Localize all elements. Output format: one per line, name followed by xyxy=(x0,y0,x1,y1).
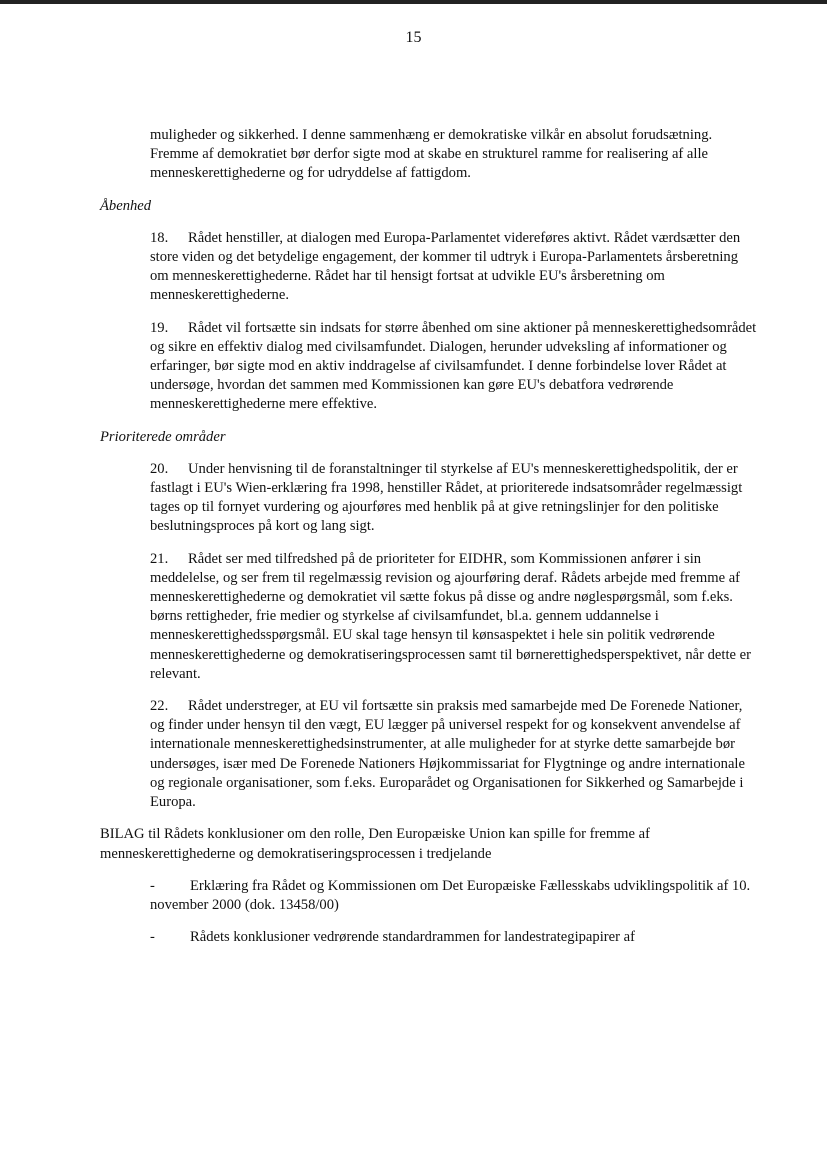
section-heading-openness: Åbenhed xyxy=(100,197,152,214)
paragraph-text: Rådet ser med tilfredshed på de prioriteter for EIDHR, som Kommissionen anfører i sin meddelelse, og ser frem til regelmæssig revision og ajourføring deraf. Rådets arbejde med fremme af menneskerettighederne og demokratiet vil sætte fokus på disse og andre nøglespørgsmål, som f.eks. børns rettigheder, frie medier og styrkelse af civilsamfundet, bl.a. gennem uddannelse i menneskerettighedsspørgsmål. EU skal tage hensyn til kønsaspektet i hele sin politik vedrørende menneskerettighederne og demokratiseringsprocessen samt til børnerettighedsperspektivet, når dette er relevant. xyxy=(150,550,751,682)
document-body xyxy=(100,126,760,960)
paragraph-number: 18. xyxy=(150,229,169,246)
paragraph-text: Rådet vil fortsætte sin indsats for større åbenhed om sine aktioner på menneskerettighedsområdet og sikre en effektiv dialog med civilsamfundet. Dialogen, herunder udveksling af informationer og erfaringer, bør sigte mod en aktiv inddragelse af civilsamfundet. I denne forbindelse lover Rådet at undersøge, hvordan det sammen med Kommissionen kan gøre EU's debatfora vedrørende menneskerettighederne mere effektive. xyxy=(150,319,757,413)
section-heading-priorities: Prioriterede områder xyxy=(100,428,226,445)
paragraph-21 xyxy=(150,550,760,684)
paragraph-number: 21. xyxy=(150,550,169,567)
paragraph-number: 20. xyxy=(150,460,169,477)
list-dash: - xyxy=(150,877,155,894)
annex-item-1 xyxy=(150,877,760,915)
annex-item-text: Erklæring fra Rådet og Kommissionen om Det Europæiske Fællesskabs udviklingspolitik af 10. november 2000 (dok. 13458/00) xyxy=(150,877,751,913)
annex-item-2 xyxy=(150,928,760,947)
paragraph-20 xyxy=(150,460,760,537)
top-border-line xyxy=(0,0,827,4)
paragraph-text: Rådet understreger, at EU vil fortsætte sin praksis med samarbejde med De Forenede Nationer, og finder under hensyn til den vægt, EU lægger på universel respekt for og konsekvent anvendelse af internationale menneskerettighedsinstrumenter, at alle muligheder for at styrke dette samarbejde bør undersøges, især med De Forenede Nationers Højkommissariat for Flygtninge og andre internationale og regionale organisationer, som f.eks. Europarådet og Organisationen for Sikkerhed og Samarbejde i Europa. xyxy=(150,698,745,811)
list-dash: - xyxy=(150,929,155,946)
paragraph-number: 19. xyxy=(150,319,169,336)
paragraph-text: Under henvisning til de foranstaltninger til styrkelse af EU's menneskerettighedspolitik, der er fastlagt i EU's Wien-erklæring fra 1998, henstiller Rådet, at prioriterede indsatsområder regelmæssigt tages op til fornyet vurdering og ajourføres med henblik på at give retningslinjer for den politiske beslutningsproces på kort og lang sigt. xyxy=(150,460,743,535)
paragraph-22 xyxy=(150,697,760,812)
paragraph-18 xyxy=(150,229,760,306)
annex-heading: BILAG til Rådets konklusioner om den rolle, Den Europæiske Union kan spille for fremme af menneskerettighederne og demokratiseringsprocessen i tredjelande xyxy=(100,826,650,862)
page-number: 15 xyxy=(405,29,422,46)
paragraph-text: Rådet henstiller, at dialogen med Europa-Parlamentet videreføres aktivt. Rådet værdsætter den store viden og det betydelige engagement, der kommer til udtryk i Europa-Parlamentets årsberetning om menneskerettighederne. Rådet har til hensigt fortsat at udvikle EU's årsberetning om menneskerettighederne. xyxy=(150,229,741,304)
annex-item-text: Rådets konklusioner vedrørende standardrammen for landestrategipapirer af xyxy=(190,929,635,946)
paragraph-number: 22. xyxy=(150,698,169,715)
paragraph-19 xyxy=(150,319,760,415)
intro-paragraph: muligheder og sikkerhed. I denne sammenhæng er demokratiske vilkår en absolut forudsætning. Fremme af demokratiet bør derfor sigte mod at skabe en strukturel ramme for realisering af alle menneskerettighederne og for udryddelse af fattigdom. xyxy=(150,127,713,182)
